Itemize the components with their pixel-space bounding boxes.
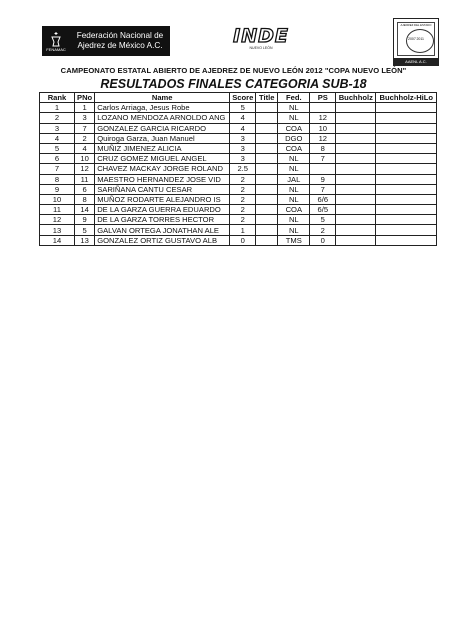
cell-title xyxy=(256,113,278,123)
results-table xyxy=(39,92,437,246)
cell-score: 2 xyxy=(230,194,256,204)
table-header-row xyxy=(40,93,437,103)
cell-ps: 7 xyxy=(310,184,336,194)
chess-king-icon xyxy=(49,31,63,47)
cell-ps xyxy=(310,103,336,113)
cell-buchholz xyxy=(336,133,376,143)
cell-name: Carlos Arriaga, Jesus Robe xyxy=(95,103,230,113)
cell-score: 2 xyxy=(230,205,256,215)
cell-score: 1 xyxy=(230,225,256,235)
cell-fed: COA xyxy=(278,123,310,133)
aaenl-seal xyxy=(393,18,439,66)
inde-logo-text: INDE xyxy=(233,25,289,47)
cell-ps: 2 xyxy=(310,225,336,235)
fenamac-line2: Ajedrez de México A.C. xyxy=(77,41,163,50)
seal-top-text: AJEDREZ DEL ESTADO xyxy=(400,23,432,27)
table-row xyxy=(40,164,437,174)
cell-pno: 6 xyxy=(75,184,95,194)
fenamac-logo xyxy=(42,26,170,56)
cell-rank: 6 xyxy=(40,154,75,164)
cell-title xyxy=(256,215,278,225)
cell-buchholz xyxy=(336,194,376,204)
table-row xyxy=(40,194,437,204)
table-row xyxy=(40,215,437,225)
cell-pno: 2 xyxy=(75,133,95,143)
cell-name: Quiroga Garza, Juan Manuel xyxy=(95,133,230,143)
cell-rank: 11 xyxy=(40,205,75,215)
cell-fed: NL xyxy=(278,184,310,194)
cell-score: 2.5 xyxy=(230,164,256,174)
cell-score: 5 xyxy=(230,103,256,113)
cell-buchholz xyxy=(336,174,376,184)
cell-title xyxy=(256,103,278,113)
cell-fed: NL xyxy=(278,215,310,225)
cell-ps: 10 xyxy=(310,123,336,133)
col-header-fed: Fed. xyxy=(278,93,310,103)
cell-ps: 6/5 xyxy=(310,205,336,215)
cell-title xyxy=(256,194,278,204)
col-header-buchholz-hilo: Buchholz-HiLo xyxy=(376,93,437,103)
cell-fed: NL xyxy=(278,194,310,204)
cell-buchholz xyxy=(336,164,376,174)
table-row xyxy=(40,103,437,113)
cell-score: 3 xyxy=(230,133,256,143)
tournament-subtitle: CAMPEONATO ESTATAL ABIERTO DE AJEDREZ DE NUEVO LEÓN 2012 "COPA NUEVO LEÓN" xyxy=(60,66,407,75)
fenamac-line1: Federación Nacional de xyxy=(76,31,164,40)
cell-title xyxy=(256,184,278,194)
table-row xyxy=(40,174,437,184)
seal-frame xyxy=(397,22,435,56)
cell-pno: 8 xyxy=(75,194,95,204)
cell-fed: COA xyxy=(278,205,310,215)
cell-buchholz xyxy=(336,205,376,215)
cell-name: MUÑIZ JIMENEZ ALICIA xyxy=(95,143,230,153)
cell-name: GALVAN ORTEGA JONATHAN ALE xyxy=(95,225,230,235)
cell-pno: 10 xyxy=(75,154,95,164)
cell-buchholz xyxy=(336,123,376,133)
cell-pno: 13 xyxy=(75,235,95,245)
table-row xyxy=(40,225,437,235)
cell-title xyxy=(256,143,278,153)
cell-pno: 7 xyxy=(75,123,95,133)
col-header-title: Title xyxy=(256,93,278,103)
cell-pno: 3 xyxy=(75,113,95,123)
col-header-pno: PNo xyxy=(75,93,95,103)
cell-title xyxy=(256,164,278,174)
cell-ps: 12 xyxy=(310,113,336,123)
cell-fed: JAL xyxy=(278,174,310,184)
inde-logo xyxy=(228,26,294,54)
cell-buchholz xyxy=(336,113,376,123)
cell-name: DE LA GARZA TORRES HECTOR xyxy=(95,215,230,225)
cell-score: 3 xyxy=(230,143,256,153)
cell-hilo xyxy=(376,164,437,174)
cell-score: 2 xyxy=(230,184,256,194)
cell-name: SARIÑANA CANTU CESAR xyxy=(95,184,230,194)
cell-name: GONZALEZ ORTIZ GUSTAVO ALB xyxy=(95,235,230,245)
cell-name: MAESTRO HERNANDEZ JOSE VID xyxy=(95,174,230,184)
cell-score: 2 xyxy=(230,215,256,225)
table-row xyxy=(40,143,437,153)
cell-hilo xyxy=(376,113,437,123)
cell-rank: 9 xyxy=(40,184,75,194)
cell-rank: 13 xyxy=(40,225,75,235)
table-row xyxy=(40,235,437,245)
table-row xyxy=(40,154,437,164)
cell-score: 3 xyxy=(230,154,256,164)
cell-rank: 7 xyxy=(40,164,75,174)
cell-title xyxy=(256,154,278,164)
cell-buchholz xyxy=(336,103,376,113)
cell-hilo xyxy=(376,225,437,235)
cell-name: CHAVEZ MACKAY JORGE ROLAND xyxy=(95,164,230,174)
cell-hilo xyxy=(376,194,437,204)
table-row xyxy=(40,205,437,215)
fenamac-crest-caption: FENAMAC xyxy=(46,46,66,52)
cell-ps: 0 xyxy=(310,235,336,245)
cell-rank: 1 xyxy=(40,103,75,113)
cell-pno: 4 xyxy=(75,143,95,153)
cell-pno: 12 xyxy=(75,164,95,174)
table-row xyxy=(40,113,437,123)
cell-name: LOZANO MENDOZA ARNOLDO ANG xyxy=(95,113,230,123)
cell-title xyxy=(256,123,278,133)
seal-year-left: 2007 xyxy=(408,37,416,41)
cell-rank: 8 xyxy=(40,174,75,184)
cell-fed: NL xyxy=(278,164,310,174)
seal-ring-icon xyxy=(406,29,434,53)
cell-fed: NL xyxy=(278,225,310,235)
cell-hilo xyxy=(376,143,437,153)
cell-title xyxy=(256,133,278,143)
cell-name: DE LA GARZA GUERRA EDUARDO xyxy=(95,205,230,215)
cell-pno: 14 xyxy=(75,205,95,215)
col-header-score: Score xyxy=(230,93,256,103)
cell-hilo xyxy=(376,154,437,164)
cell-rank: 14 xyxy=(40,235,75,245)
cell-ps: 9 xyxy=(310,174,336,184)
cell-fed: COA xyxy=(278,143,310,153)
cell-name: MUÑOZ RODARTE ALEJANDRO IS xyxy=(95,194,230,204)
cell-pno: 1 xyxy=(75,103,95,113)
table-body xyxy=(40,103,437,246)
cell-name: CRUZ GOMEZ MIGUEL ANGEL xyxy=(95,154,230,164)
cell-fed: TMS xyxy=(278,235,310,245)
cell-hilo xyxy=(376,184,437,194)
cell-buchholz xyxy=(336,143,376,153)
cell-title xyxy=(256,205,278,215)
cell-ps xyxy=(310,164,336,174)
cell-score: 2 xyxy=(230,174,256,184)
cell-title xyxy=(256,174,278,184)
table-row xyxy=(40,184,437,194)
cell-hilo xyxy=(376,215,437,225)
col-header-buchholz: Buchholz xyxy=(336,93,376,103)
cell-rank: 3 xyxy=(40,123,75,133)
cell-fed: NL xyxy=(278,103,310,113)
seal-bottom-text: AAENL A.C. xyxy=(394,58,438,65)
col-header-name: Name xyxy=(95,93,230,103)
cell-ps: 6/6 xyxy=(310,194,336,204)
cell-ps: 8 xyxy=(310,143,336,153)
table-row xyxy=(40,123,437,133)
cell-buchholz xyxy=(336,184,376,194)
cell-buchholz xyxy=(336,235,376,245)
cell-hilo xyxy=(376,103,437,113)
cell-score: 0 xyxy=(230,235,256,245)
cell-hilo xyxy=(376,133,437,143)
cell-name: GONZALEZ GARCIA RICARDO xyxy=(95,123,230,133)
cell-ps: 12 xyxy=(310,133,336,143)
cell-rank: 10 xyxy=(40,194,75,204)
cell-rank: 5 xyxy=(40,143,75,153)
cell-fed: NL xyxy=(278,113,310,123)
cell-buchholz xyxy=(336,215,376,225)
cell-title xyxy=(256,225,278,235)
page-title: RESULTADOS FINALES CATEGORIA SUB-18 xyxy=(100,77,367,91)
col-header-rank: Rank xyxy=(40,93,75,103)
cell-pno: 5 xyxy=(75,225,95,235)
seal-year-right: 2011 xyxy=(416,37,424,41)
cell-ps: 5 xyxy=(310,215,336,225)
cell-hilo xyxy=(376,205,437,215)
cell-rank: 12 xyxy=(40,215,75,225)
cell-buchholz xyxy=(336,154,376,164)
cell-hilo xyxy=(376,235,437,245)
cell-score: 4 xyxy=(230,123,256,133)
cell-fed: DGO xyxy=(278,133,310,143)
cell-ps: 7 xyxy=(310,154,336,164)
inde-logo-caption: NUEVO LEÓN xyxy=(249,46,273,50)
cell-hilo xyxy=(376,123,437,133)
col-header-ps: PS xyxy=(310,93,336,103)
cell-score: 4 xyxy=(230,113,256,123)
fenamac-crest xyxy=(42,26,70,56)
cell-hilo xyxy=(376,174,437,184)
cell-rank: 2 xyxy=(40,113,75,123)
table-row xyxy=(40,133,437,143)
cell-title xyxy=(256,235,278,245)
cell-pno: 9 xyxy=(75,215,95,225)
cell-pno: 11 xyxy=(75,174,95,184)
cell-buchholz xyxy=(336,225,376,235)
cell-fed: NL xyxy=(278,154,310,164)
cell-rank: 4 xyxy=(40,133,75,143)
